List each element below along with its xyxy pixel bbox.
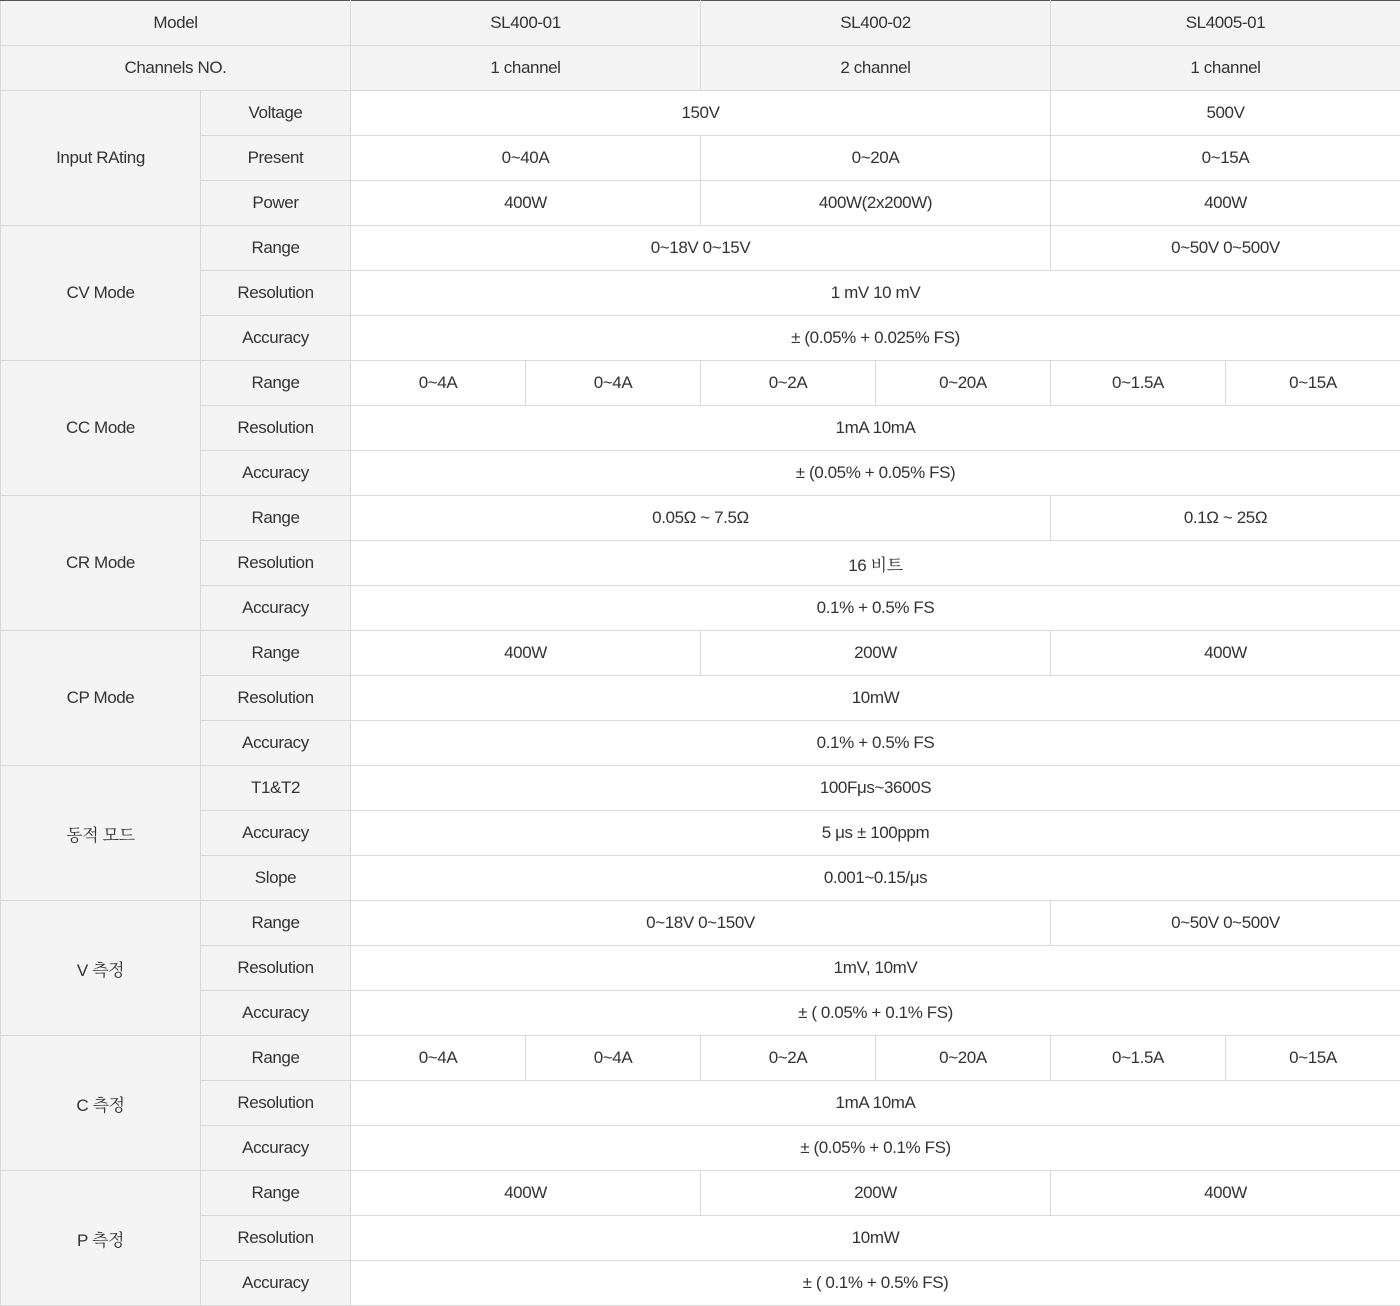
cr-mode-group: CR Mode [1, 496, 201, 631]
value-cell: 0~15A [1226, 361, 1400, 406]
value-cell: 100Fμs~3600S [351, 766, 1400, 811]
param-label: Resolution [201, 406, 351, 451]
value-cell: 0~20A [876, 361, 1051, 406]
param-label: Accuracy [201, 451, 351, 496]
dyn-accuracy-row [1, 811, 1400, 856]
value-cell: 400W [1051, 1171, 1400, 1216]
cm-range-row [1, 1036, 1400, 1081]
model-name: SL400-01 [351, 1, 701, 46]
value-cell: 0~20A [701, 136, 1051, 181]
param-label: Voltage [201, 91, 351, 136]
cm-resolution-row [1, 1081, 1400, 1126]
value-cell: 400W [351, 631, 701, 676]
cc-mode-group: CC Mode [1, 361, 201, 496]
value-cell: 0~4A [526, 1036, 701, 1081]
channels-label: Channels NO. [1, 46, 351, 91]
value-cell: 0~40A [351, 136, 701, 181]
param-label: Accuracy [201, 811, 351, 856]
cv-mode-group: CV Mode [1, 226, 201, 361]
value-cell: 1 mV 10 mV [351, 271, 1400, 316]
model-name: SL400-02 [701, 1, 1051, 46]
cc-accuracy-row [1, 451, 1400, 496]
cc-range-row [1, 361, 1400, 406]
value-cell: 0.05Ω ~ 7.5Ω [351, 496, 1051, 541]
value-cell: 0~20A [876, 1036, 1051, 1081]
vm-resolution-row [1, 946, 1400, 991]
cm-accuracy-row [1, 1126, 1400, 1171]
param-label: Range [201, 496, 351, 541]
param-label: Resolution [201, 541, 351, 586]
cp-accuracy-row [1, 721, 1400, 766]
param-label: Range [201, 1036, 351, 1081]
value-cell: 200W [701, 631, 1051, 676]
param-label: Power [201, 181, 351, 226]
param-label: Range [201, 901, 351, 946]
cp-mode-group: CP Mode [1, 631, 201, 766]
value-cell: 400W [351, 1171, 701, 1216]
value-cell: 0.001~0.15/μs [351, 856, 1400, 901]
cp-resolution-row [1, 676, 1400, 721]
input-rating-group: Input RAting [1, 91, 201, 226]
value-cell: 400W [1051, 181, 1400, 226]
model-row [1, 1, 1400, 46]
param-label: Range [201, 1171, 351, 1216]
value-cell: 0~50V 0~500V [1051, 226, 1400, 271]
value-cell: 0~18V 0~15V [351, 226, 1051, 271]
value-cell: 16 비트 [351, 541, 1400, 586]
value-cell: 0~15A [1051, 136, 1400, 181]
param-label: Resolution [201, 1081, 351, 1126]
channels-value: 1 channel [1051, 46, 1400, 91]
value-cell: 0.1Ω ~ 25Ω [1051, 496, 1400, 541]
input-power-row [1, 181, 1400, 226]
pm-range-row [1, 1171, 1400, 1216]
input-present-row [1, 136, 1400, 181]
value-cell: 10mW [351, 676, 1400, 721]
param-label: Accuracy [201, 721, 351, 766]
model-name: SL4005-01 [1051, 1, 1400, 46]
cr-resolution-row [1, 541, 1400, 586]
value-cell: ± (0.05% + 0.05% FS) [351, 451, 1400, 496]
param-label: T1&T2 [201, 766, 351, 811]
param-label: Accuracy [201, 991, 351, 1036]
value-cell: 400W [1051, 631, 1400, 676]
cr-range-row [1, 496, 1400, 541]
pm-accuracy-row [1, 1261, 1400, 1306]
param-label: Range [201, 631, 351, 676]
value-cell: 0~4A [526, 361, 701, 406]
dyn-t1t2-row [1, 766, 1400, 811]
value-cell: 0~4A [351, 1036, 526, 1081]
value-cell: 200W [701, 1171, 1051, 1216]
param-label: Slope [201, 856, 351, 901]
channels-value: 1 channel [351, 46, 701, 91]
value-cell: 5 μs ± 100ppm [351, 811, 1400, 856]
value-cell: 0~50V 0~500V [1051, 901, 1400, 946]
vm-range-row [1, 901, 1400, 946]
param-label: Resolution [201, 271, 351, 316]
cv-range-row [1, 226, 1400, 271]
c-measure-group: C 측정 [1, 1036, 201, 1171]
channels-row [1, 46, 1400, 91]
value-cell: ± (0.05% + 0.025% FS) [351, 316, 1400, 361]
param-label: Range [201, 226, 351, 271]
value-cell: 150V [351, 91, 1051, 136]
value-cell: 0~4A [351, 361, 526, 406]
value-cell: ± (0.05% + 0.1% FS) [351, 1126, 1400, 1171]
value-cell: 1mA 10mA [351, 1081, 1400, 1126]
cr-accuracy-row [1, 586, 1400, 631]
cc-resolution-row [1, 406, 1400, 451]
cp-range-row [1, 631, 1400, 676]
value-cell: 0~2A [701, 1036, 876, 1081]
value-cell: 0.1% + 0.5% FS [351, 586, 1400, 631]
param-label: Accuracy [201, 586, 351, 631]
pm-resolution-row [1, 1216, 1400, 1261]
value-cell: 500V [1051, 91, 1400, 136]
cv-accuracy-row [1, 316, 1400, 361]
param-label: Resolution [201, 1216, 351, 1261]
param-label: Present [201, 136, 351, 181]
dynamic-mode-group: 동적 모드 [1, 766, 201, 901]
param-label: Accuracy [201, 316, 351, 361]
param-label: Accuracy [201, 1261, 351, 1306]
cv-resolution-row [1, 271, 1400, 316]
value-cell: 0.1% + 0.5% FS [351, 721, 1400, 766]
value-cell: 0~1.5A [1051, 1036, 1226, 1081]
value-cell: ± ( 0.05% + 0.1% FS) [351, 991, 1400, 1036]
value-cell: 0~2A [701, 361, 876, 406]
value-cell: 1mA 10mA [351, 406, 1400, 451]
value-cell: 400W [351, 181, 701, 226]
channels-value: 2 channel [701, 46, 1051, 91]
dyn-slope-row [1, 856, 1400, 901]
v-measure-group: V 측정 [1, 901, 201, 1036]
param-label: Range [201, 361, 351, 406]
param-label: Resolution [201, 676, 351, 721]
value-cell: 1mV, 10mV [351, 946, 1400, 991]
input-voltage-row [1, 91, 1400, 136]
value-cell: 0~18V 0~150V [351, 901, 1051, 946]
vm-accuracy-row [1, 991, 1400, 1036]
value-cell: 0~15A [1226, 1036, 1400, 1081]
param-label: Resolution [201, 946, 351, 991]
value-cell: 10mW [351, 1216, 1400, 1261]
p-measure-group: P 측정 [1, 1171, 201, 1306]
model-label: Model [1, 1, 351, 46]
param-label: Accuracy [201, 1126, 351, 1171]
value-cell: 0~1.5A [1051, 361, 1226, 406]
value-cell: 400W(2x200W) [701, 181, 1051, 226]
value-cell: ± ( 0.1% + 0.5% FS) [351, 1261, 1400, 1306]
